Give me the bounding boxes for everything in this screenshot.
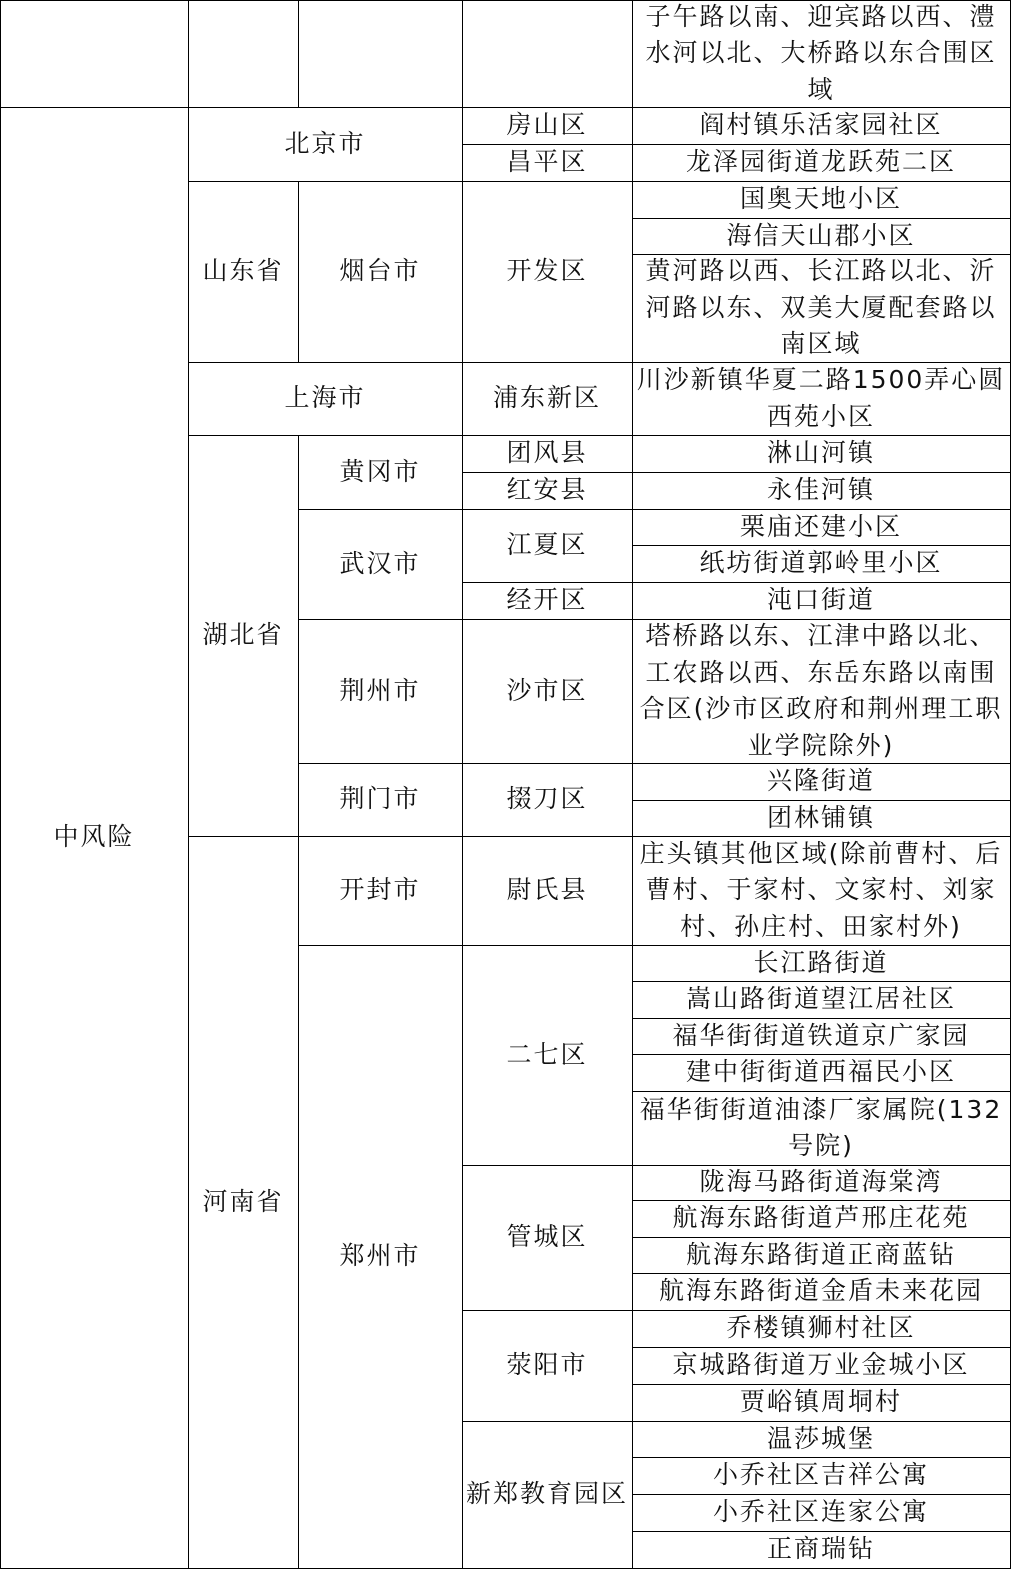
cell-border-top	[188, 181, 299, 182]
cell-border-bottom	[298, 1568, 463, 1569]
district-cell	[462, 0, 632, 107]
cell-border-top	[298, 181, 463, 182]
area-cell: 嵩山路街道望江居社区	[685, 984, 956, 1014]
area-cell: 福华街街道油漆厂家属院(132号院)	[639, 1094, 1003, 1160]
district-cell: 昌平区	[506, 147, 588, 177]
cell-border-left	[632, 218, 633, 255]
cell-border-top	[462, 0, 633, 1]
cell-border-top	[632, 1165, 1011, 1166]
cell-border-top	[632, 1457, 1011, 1458]
cell-border-left	[632, 254, 633, 363]
cell-border-left	[298, 0, 299, 108]
cell-border-left	[632, 1165, 633, 1201]
cell-border-left	[0, 107, 1, 1569]
cell-border-top	[632, 181, 1011, 182]
cell-border-top	[188, 836, 299, 837]
cell-border-top	[462, 362, 633, 363]
cell-border-top	[632, 362, 1011, 363]
area-cell: 川沙新镇华夏二路1500弄心圆西苑小区	[636, 365, 1006, 431]
area-cell: 子午路以南、迎宾路以西、澧水河以北、大桥路以东合围区域	[645, 1, 997, 104]
area-cell: 海信天山郡小区	[726, 220, 916, 250]
cell-border-top	[632, 1018, 1011, 1019]
area-cell: 小乔社区连家公寓	[712, 1497, 929, 1527]
cell-border-top	[462, 1310, 633, 1311]
cell-border-top	[298, 0, 463, 1]
cell-border-top	[632, 1237, 1011, 1238]
cell-border-left	[462, 945, 463, 1166]
area-cell: 栗庙还建小区	[739, 511, 902, 541]
area-cell: 庄头镇其他区域(除前曹村、后曹村、于家村、文家村、刘家村、孙庄村、田家村外)	[639, 838, 1003, 941]
cell-border-top	[462, 472, 633, 473]
cell-border-left	[462, 0, 463, 108]
cell-border-bottom	[188, 1568, 299, 1569]
cell-border-top	[632, 582, 1011, 583]
cell-border-left	[188, 836, 189, 1569]
cell-border-left	[462, 435, 463, 473]
cell-border-top	[632, 619, 1011, 620]
cell-border-top	[188, 0, 299, 1]
district-cell: 掇刀区	[506, 784, 588, 814]
cell-border-top	[632, 107, 1011, 108]
cell-border-top	[632, 1347, 1011, 1348]
cell-border-left	[632, 800, 633, 837]
cell-border-left	[462, 107, 463, 145]
cell-border-bottom	[632, 1568, 1011, 1569]
district-cell: 管城区	[506, 1222, 588, 1252]
area-cell: 龙泽园街道龙跃苑二区	[685, 147, 956, 177]
cell-border-left	[632, 1347, 633, 1385]
cell-border-left	[632, 545, 633, 583]
cell-border-left	[462, 362, 463, 436]
area-cell: 国奥天地小区	[739, 184, 902, 214]
cell-border-top	[632, 435, 1011, 436]
cell-border-left	[298, 945, 299, 1569]
cell-border-top	[0, 0, 189, 1]
cell-border-left	[188, 181, 189, 363]
cell-border-top	[462, 1165, 633, 1166]
area-cell: 京城路街道万业金城小区	[672, 1350, 970, 1380]
area-cell: 永佳河镇	[766, 475, 875, 505]
province-cell: 上海市	[284, 383, 366, 413]
cell-border-left	[188, 0, 189, 108]
cell-border-top	[632, 545, 1011, 546]
cell-border-top	[298, 763, 463, 764]
cell-border-left	[632, 0, 633, 108]
area-cell: 建中街街道西福民小区	[685, 1057, 956, 1087]
cell-border-left	[632, 509, 633, 546]
cell-border-left	[632, 1200, 633, 1238]
area-cell: 陇海马路街道海棠湾	[699, 1167, 943, 1197]
cell-border-left	[298, 181, 299, 363]
cell-border-left	[462, 836, 463, 946]
district-cell: 经开区	[506, 585, 588, 615]
cell-border-left	[298, 435, 299, 510]
province-cell: 河南省	[202, 1186, 284, 1216]
cell-border-top	[632, 1200, 1011, 1201]
cell-border-top	[462, 107, 633, 108]
district-cell: 浦东新区	[492, 383, 601, 413]
cell-border-left	[632, 981, 633, 1019]
cell-border-left	[632, 1091, 633, 1166]
district-cell: 开发区	[506, 256, 588, 286]
cell-border-left	[632, 107, 633, 145]
cell-border-top	[298, 945, 463, 946]
table-right-edge	[1010, 0, 1011, 1569]
cell-border-top	[462, 619, 633, 620]
cell-border-left	[632, 1273, 633, 1311]
area-cell: 长江路街道	[753, 947, 889, 977]
cell-border-top	[632, 836, 1011, 837]
cell-border-top	[188, 362, 463, 363]
cell-border-top	[462, 582, 633, 583]
cell-border-left	[462, 472, 463, 510]
cell-border-left	[462, 763, 463, 837]
area-cell: 兴隆街道	[766, 766, 875, 796]
area-cell: 贾峪镇周垌村	[739, 1387, 902, 1417]
cell-border-left	[632, 1531, 633, 1569]
area-cell: 黄河路以西、长江路以北、沂河路以东、双美大厦配套路以南区域	[645, 256, 997, 359]
cell-border-left	[632, 945, 633, 982]
cell-border-left	[632, 619, 633, 764]
district-cell: 尉氏县	[506, 875, 588, 905]
district-cell: 房山区	[506, 110, 588, 140]
area-cell: 塔桥路以东、江津中路以北、工农路以西、东岳东路以南围合区(沙市区政府和荆州理工职业学院除外)	[639, 621, 1003, 760]
district-cell: 新郑教育园区	[466, 1479, 629, 1509]
cell-border-left	[298, 619, 299, 764]
cell-border-left	[462, 619, 463, 764]
province-cell: 湖北省	[202, 620, 284, 650]
cell-border-left	[0, 0, 1, 108]
cell-border-top	[632, 1091, 1011, 1092]
cell-border-top	[632, 1494, 1011, 1495]
cell-border-left	[462, 509, 463, 583]
cell-border-top	[632, 1531, 1011, 1532]
area-cell: 阎村镇乐活家园社区	[699, 110, 943, 140]
area-cell: 航海东路街道芦邢庄花苑	[672, 1203, 970, 1233]
area-cell: 淋山河镇	[766, 438, 875, 468]
province-cell: 北京市	[284, 128, 366, 158]
province-cell	[188, 0, 298, 107]
cell-border-top	[188, 435, 299, 436]
cell-border-top	[632, 945, 1011, 946]
cell-border-left	[462, 144, 463, 182]
area-cell: 小乔社区吉祥公寓	[712, 1460, 929, 1490]
cell-border-top	[632, 1384, 1011, 1385]
cell-border-top	[632, 981, 1011, 982]
city-cell: 开封市	[339, 875, 421, 905]
district-cell: 团风县	[506, 438, 588, 468]
area-cell: 乔楼镇狮村社区	[726, 1313, 916, 1343]
cell-border-bottom	[0, 1568, 189, 1569]
cell-border-top	[632, 1421, 1011, 1422]
cell-border-left	[632, 435, 633, 473]
district-cell: 沙市区	[506, 675, 588, 705]
cell-border-top	[632, 144, 1011, 145]
city-cell: 荆门市	[339, 784, 421, 814]
cell-border-top	[632, 218, 1011, 219]
cell-border-top	[632, 1273, 1011, 1274]
cell-border-left	[632, 362, 633, 436]
cell-border-top	[632, 763, 1011, 764]
cell-border-top	[462, 1421, 633, 1422]
cell-border-top	[632, 1310, 1011, 1311]
cell-border-left	[632, 1310, 633, 1348]
area-cell: 纸坊街道郭岭里小区	[699, 548, 943, 578]
cell-border-left	[462, 1421, 463, 1569]
cell-border-top	[298, 619, 463, 620]
cell-border-left	[632, 1237, 633, 1274]
cell-border-top	[632, 509, 1011, 510]
area-cell: 航海东路街道正商蓝钻	[685, 1239, 956, 1269]
cell-border-top	[298, 435, 463, 436]
cell-border-top	[632, 800, 1011, 801]
cell-border-left	[632, 1054, 633, 1092]
area-cell: 航海东路街道金盾未来花园	[658, 1276, 983, 1306]
cell-border-left	[462, 1165, 463, 1311]
area-cell: 福华街街道铁道京广家园	[672, 1020, 970, 1050]
cell-border-left	[632, 836, 633, 946]
district-cell: 二七区	[506, 1039, 588, 1069]
area-cell: 团林铺镇	[766, 802, 875, 832]
cell-border-top	[188, 107, 463, 108]
cell-border-left	[298, 836, 299, 946]
cell-border-left	[632, 1384, 633, 1422]
cell-border-bottom	[462, 1568, 633, 1569]
cell-border-top	[298, 836, 463, 837]
cell-border-left	[632, 1018, 633, 1055]
cell-border-top	[462, 509, 633, 510]
cell-border-left	[188, 107, 189, 182]
cell-border-top	[632, 254, 1011, 255]
cell-border-left	[188, 362, 189, 436]
city-cell: 武汉市	[339, 548, 421, 578]
cell-border-top	[462, 945, 633, 946]
area-cell: 温莎城堡	[766, 1423, 875, 1453]
risk-level-cell: 中风险	[53, 822, 135, 852]
cell-border-left	[632, 1494, 633, 1532]
cell-border-top	[632, 1054, 1011, 1055]
cell-border-top	[632, 0, 1011, 1]
city-cell: 黄冈市	[339, 456, 421, 486]
cell-border-left	[632, 144, 633, 182]
cell-border-top	[462, 181, 633, 182]
cell-border-left	[188, 435, 189, 837]
area-cell: 正商瑞钻	[766, 1534, 875, 1564]
cell-border-left	[632, 1457, 633, 1495]
cell-border-left	[632, 763, 633, 801]
cell-border-left	[632, 472, 633, 510]
city-cell: 烟台市	[339, 256, 421, 286]
province-cell: 山东省	[202, 256, 284, 286]
cell-border-left	[632, 582, 633, 620]
risk-level-cell	[0, 0, 188, 107]
cell-border-top	[0, 107, 189, 108]
cell-border-left	[462, 181, 463, 363]
district-cell: 江夏区	[506, 530, 588, 560]
cell-border-left	[632, 1421, 633, 1458]
cell-border-top	[462, 144, 633, 145]
district-cell: 红安县	[506, 475, 588, 505]
cell-border-top	[298, 509, 463, 510]
district-cell: 荥阳市	[506, 1350, 588, 1380]
cell-border-top	[462, 836, 633, 837]
cell-border-left	[298, 763, 299, 837]
city-cell: 郑州市	[339, 1241, 421, 1271]
city-cell	[298, 0, 462, 107]
area-cell: 沌口街道	[766, 585, 875, 615]
cell-border-left	[632, 181, 633, 219]
cell-border-left	[298, 509, 299, 620]
city-cell: 荆州市	[339, 675, 421, 705]
cell-border-top	[462, 435, 633, 436]
cell-border-top	[462, 763, 633, 764]
cell-border-left	[462, 1310, 463, 1422]
cell-border-left	[462, 582, 463, 620]
cell-border-top	[632, 472, 1011, 473]
